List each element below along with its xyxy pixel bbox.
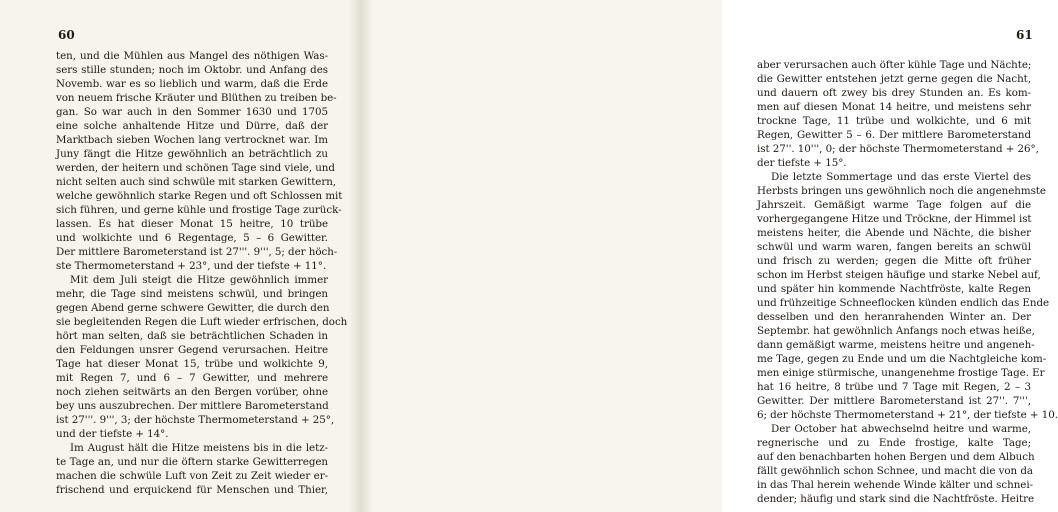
text-line: Novemb. war es so lieblich und warm, daß die Erde <box>56 78 328 90</box>
text-line: mehr, die Tage sind meistens schwül, und bringen <box>56 288 328 300</box>
text-line: te Tage an, und nur die öftern starke Gewitterregen <box>56 456 328 468</box>
text-line: auf den benachbarten hohen Bergen und dem Albuch <box>757 451 1035 463</box>
text-line: Marktbach sieben Wochen lang vertrocknet war. Im <box>56 134 328 146</box>
text-line: me Tage, gegen zu Ende und um die Nachtgleiche kom- <box>757 353 1047 365</box>
text-line: vorhergegangene Hitze und Tröckne, der Himmel ist <box>757 213 1032 225</box>
text-line: lassen. Es hat dieser Monat 15 heitre, 10 trübe <box>56 218 328 230</box>
text-line: ist 27'''. 9''', 3; der höchste Thermometerstand + 25°, <box>56 414 335 426</box>
text-line: trockne Tage, 11 trübe und wolkichte, und 6 mit <box>757 115 1031 127</box>
text-line: desselben und den heranrahenden Winter an. Der <box>757 311 1031 323</box>
page-number-right: 61 <box>1016 28 1033 42</box>
text-line: und später hin kommende Nachtfröste, kalte Regen <box>757 283 1031 295</box>
text-line: Die letzte Sommertage und das erste Viertel des <box>771 171 1031 183</box>
text-line: und frühzeitige Schneeflocken künden endlich das Ende <box>757 297 1050 309</box>
text-line: 6; der höchste Thermometerstand + 21°, der tiefste + 10. <box>757 409 1058 421</box>
text-line: Septembr. hat gewöhnlich Anfangs noch etwas heiße, <box>757 325 1035 337</box>
text-line: mit Regen 7, und 6 – 7 Gewitter, und mehrere <box>56 372 328 384</box>
text-line: und der tiefste + 14°. <box>56 428 169 440</box>
text-line: frischend und erquickend für Menschen und Thier, <box>56 484 328 496</box>
text-line: Der October hat abwechselnd heitre und warme, <box>771 423 1031 435</box>
text-line: dann gemäßigt warme, meistens heitre und angeneh- <box>757 339 1035 351</box>
page-number-left: 60 <box>58 28 75 42</box>
right-text-column <box>757 58 1058 506</box>
text-line: dender; häufig und stark sind die Nachtfröste. Heitre <box>757 493 1035 505</box>
text-line: Regen, Gewitter 5 – 6. Der mittlere Barometerstand <box>757 129 1031 141</box>
text-line: men einige stürmische, unangenehme frostige Tage. Er <box>757 367 1045 379</box>
text-line: Der mittlere Barometerstand ist 27'''. 9''', 5; der höch- <box>56 246 338 258</box>
text-line: sie begleitenden Regen die Luft wieder erfrischen, doch <box>56 316 348 328</box>
text-line: hat 16 heitre, 8 trübe und 7 Tage mit Regen, 2 – 3 <box>757 381 1031 393</box>
text-line: in das Thal herein wehende Winde kälter und schnei- <box>757 479 1033 491</box>
text-line: meistens heiter, die Abende und Nächte, die bisher <box>757 227 1031 239</box>
text-line: aber verursachen auch öfter kühle Tage und Nächte; <box>757 59 1032 71</box>
text-line: men auf diesen Monat 14 heitre, und meistens sehr <box>757 101 1031 113</box>
text-line: Mit dem Juli steigt die Hitze gewöhnlich immer <box>70 274 328 286</box>
text-line: werden, der heitern und schönen Tage sind viele, und <box>56 162 335 174</box>
text-line: und wolkichte und 6 Regentage, 5 – 6 Gewitter. <box>56 232 328 244</box>
text-line: machen die schwüle Luft von Zeit zu Zeit wieder er- <box>56 470 328 482</box>
text-line: schwül und warm waren, fangen bereits an schwül <box>757 241 1031 253</box>
text-line: bey uns auszubrechen. Der mittlere Barometerstand <box>56 400 329 412</box>
text-line: ste Thermometerstand + 23°, und der tiefste + 11°. <box>56 260 327 272</box>
text-line: Herbsts bringen uns gewöhnlich noch die angenehmste <box>757 185 1046 197</box>
text-line: von neuem frische Kräuter und Blüthen zu treiben be- <box>56 92 337 104</box>
right-page <box>361 0 1058 512</box>
text-line: regnerische und zu Ende frostige, kalte Tage; <box>757 437 1031 449</box>
text-line: die Gewitter entstehen jetzt gerne gegen die Nacht, <box>757 73 1031 85</box>
text-line: Gewitter. Der mittlere Barometerstand ist 27''. 7''', <box>757 395 1031 407</box>
text-line: fällt gewöhnlich schon Schnee, und macht die von da <box>757 465 1033 477</box>
text-line: der tiefste + 15°. <box>757 157 847 169</box>
text-line: eine solche anhaltende Hitze und Dürre, daß der <box>56 120 328 132</box>
text-line: und frisch zu werden; gegen die Mitte oft früher <box>757 255 1031 267</box>
text-line: noch ziehen seitwärts an den Bergen vorüber, ohne <box>56 386 328 398</box>
text-line: gan. So war auch in den Sommer 1630 und 1705 <box>56 106 328 118</box>
text-line: und dauern oft zwey bis drey Stunden an. Es kom- <box>757 87 1031 99</box>
text-line: nicht selten auch sind schwüle mit starken Gewittern, <box>56 176 337 188</box>
left-text-column <box>56 49 348 497</box>
text-line: ten, und die Mühlen aus Mangel des nöthigen Was- <box>56 50 328 62</box>
text-line: schon im Herbst steigen häufige und starke Nebel auf, <box>757 269 1041 281</box>
text-line: ist 27''. 10''', 0; der höchste Thermometerstand + 26°, <box>757 143 1039 155</box>
text-line: Jahrszeit. Gemäßigt warme Tage folgen auf die <box>757 199 1031 211</box>
text-line: Tage hat dieser Monat 15, trübe und wolkichte 9, <box>56 358 328 370</box>
text-line: gegen Abend gerne schwere Gewitter, die durch den <box>56 302 330 314</box>
text-line: hört man selten, daß sie beträchtlichen Schaden in <box>56 330 328 342</box>
text-line: Im August hält die Hitze meistens bis in die letz- <box>70 442 328 454</box>
text-line: sich führen, und gerne kühle und frostige Tage zurück- <box>56 204 342 216</box>
text-line: den Feldungen unsrer Gegend verursachen. Heitre <box>56 344 328 356</box>
text-line: welche gewöhnlich starke Regen und oft Schlossen mit <box>56 190 343 202</box>
text-line: sers stille stunden; noch im Oktobr. und Anfang des <box>56 64 328 76</box>
text-line: Juny fängt die Hitze gewöhnlich an beträchtlich zu <box>56 148 328 160</box>
book-gutter <box>349 0 373 512</box>
left-page <box>0 0 361 512</box>
